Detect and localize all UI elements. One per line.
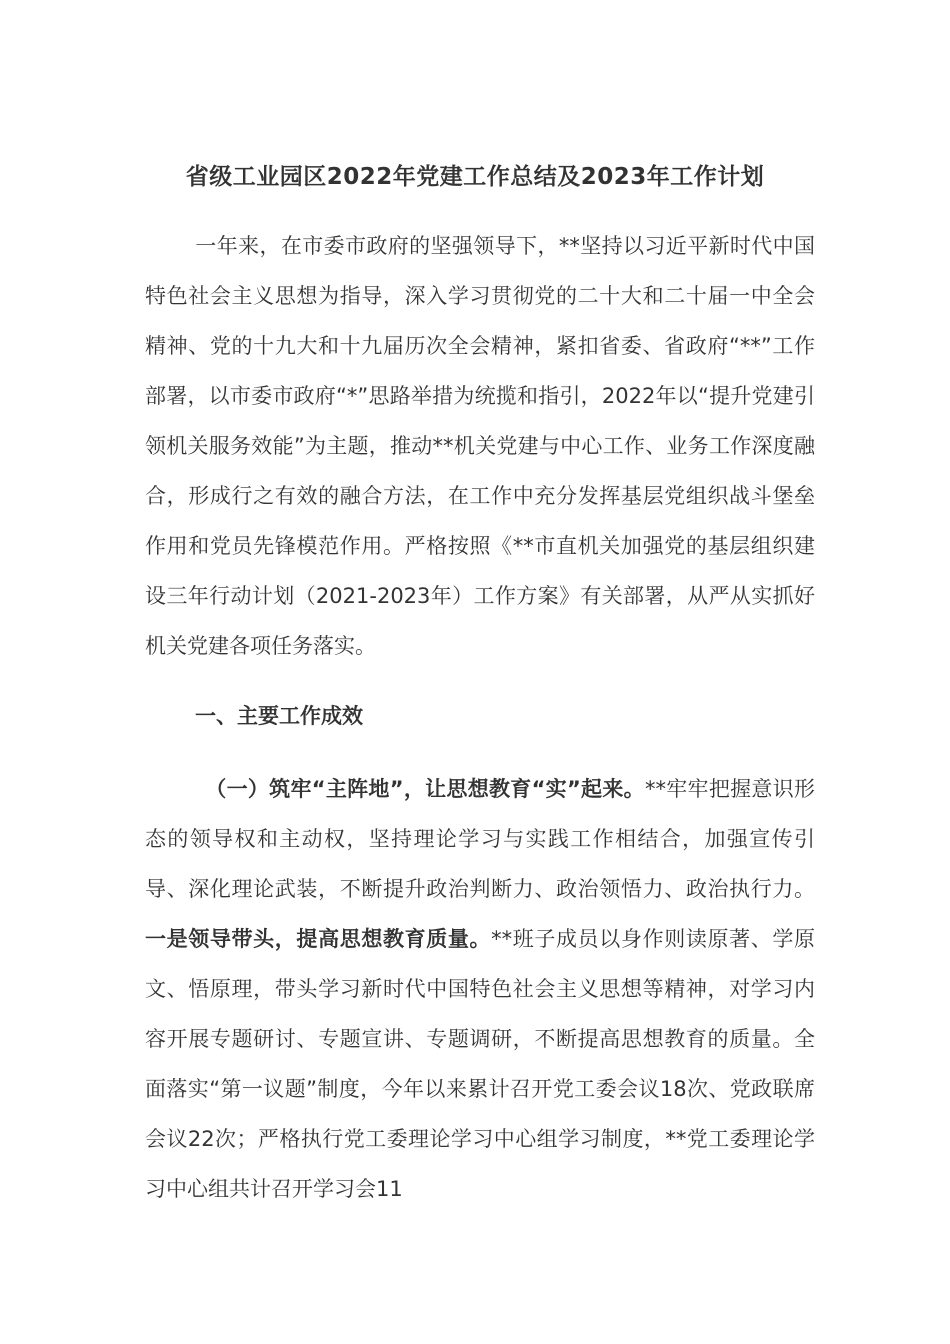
subsection-paragraph <box>145 764 815 1214</box>
intro-paragraph <box>145 221 815 671</box>
intro-paragraph-text: 一年来，在市委市政府的坚强领导下，**坚持以习近平新时代中国特色社会主义思想为指导，深入学习贯彻党的二十大和二十届一中全会精神、党的十九大和十九届历次全会精神，紧扣省委、省政府“**”工作部署，以市委市政府“*”思路举措为统揽和指引，2022年以“提升党建引领机关服务效能”为主题，推动**机关党建与中心工作、业务工作深度融合，形成行之有效的融合方法，在工作中充分发挥基层党组织战斗堡垒作用和党员先锋模范作用。严格按照《**市直机关加强党的基层组织建设三年行动计划（2021-2023年）工作方案》有关部署，从严从实抓好机关党建各项任务落实。 <box>145 234 815 658</box>
document-title: 省级工业园区2022年党建工作总结及2023年工作计划 <box>185 164 765 190</box>
point-one-title: 一是领导带头，提高思想教育质量。 <box>145 927 492 951</box>
subsection-text-1: **牢牢把握意识形态的领导权和主动权，坚持理论学习与实践工作相结合，加强宣传引导、深化理论武装，不断提升政治判断力、政治领悟力、政治执行力。 <box>145 777 815 901</box>
subsection-title: （一）筑牢“主阵地”，让思想教育“实”起来。 <box>205 777 645 801</box>
section-heading: 一、主要工作成效 <box>195 704 363 728</box>
subsection-text-2: **班子成员以身作则读原著、学原文、悟原理，带头学习新时代中国特色社会主义思想等精神，对学习内容开展专题研讨、专题宣讲、专题调研，不断提高思想教育的质量。全面落实“第一议题”制度，今年以来累计召开党工委会议18次、党政联席会议22次；严格执行党工委理论学习中心组学习制度，**党工委理论学习中心组共计召开学习会11 <box>145 927 816 1201</box>
